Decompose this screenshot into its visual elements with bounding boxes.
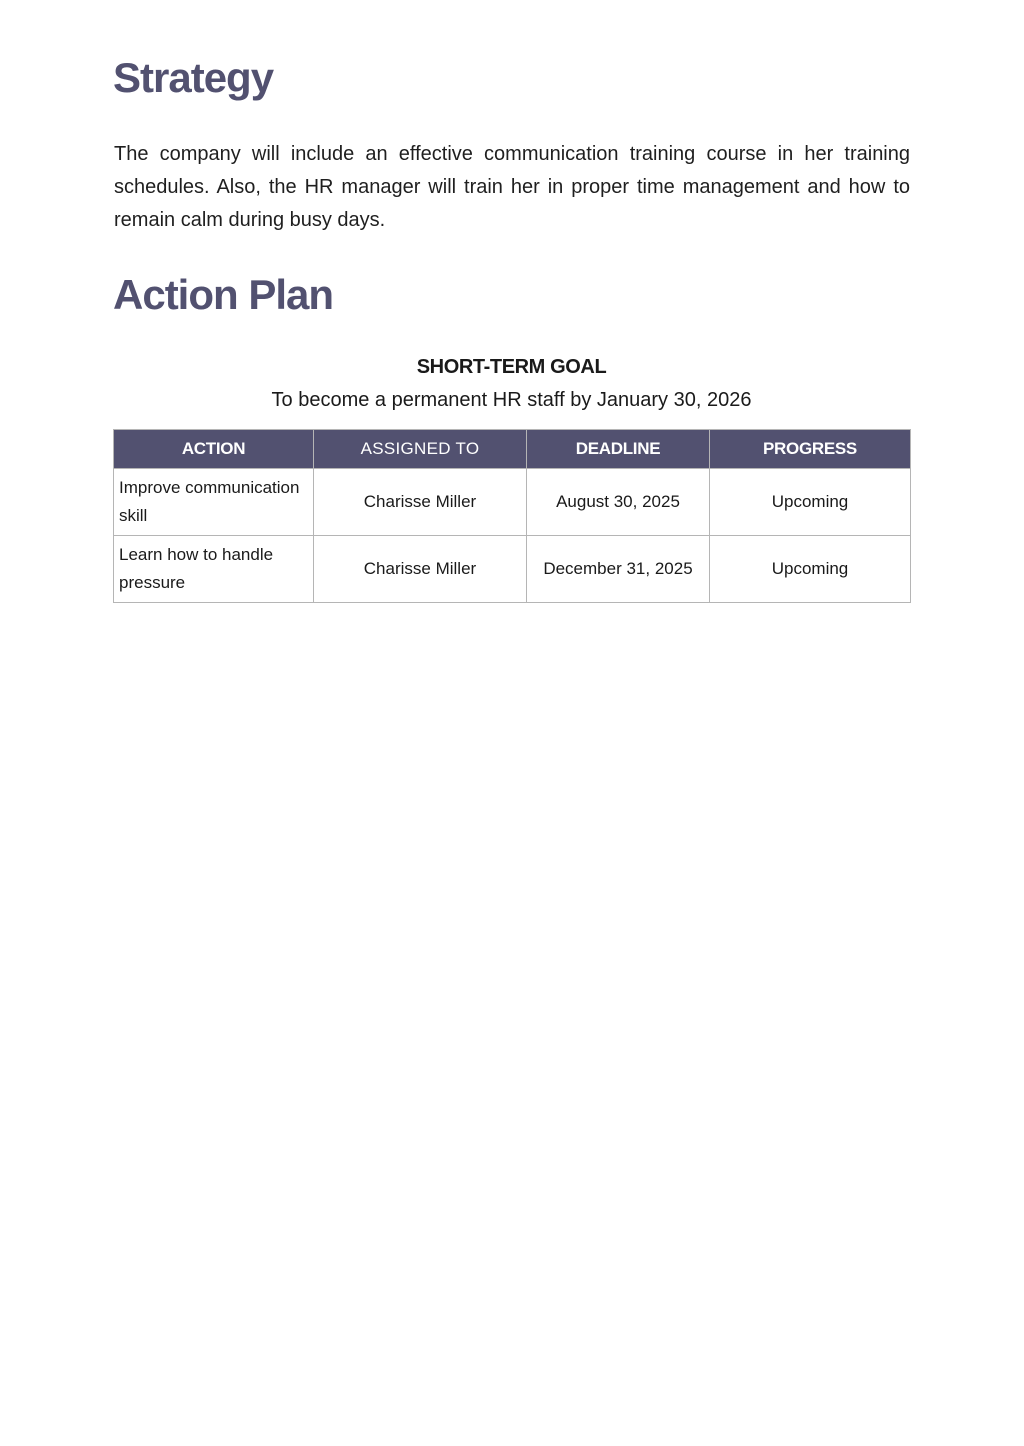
table-row bbox=[114, 536, 911, 603]
header-deadline: DEADLINE bbox=[527, 430, 710, 469]
cell-deadline: August 30, 2025 bbox=[527, 469, 710, 536]
action-plan-heading: Action Plan bbox=[113, 271, 334, 318]
goal-text: To become a permanent HR staff by January 30, 2026 bbox=[271, 389, 752, 411]
cell-assigned-to: Charisse Miller bbox=[314, 536, 527, 603]
header-assigned-to: ASSIGNED TO bbox=[314, 430, 527, 469]
cell-action: Learn how to handle pressure bbox=[114, 536, 314, 603]
table-row bbox=[114, 469, 911, 536]
cell-progress: Upcoming bbox=[710, 469, 911, 536]
cell-deadline: December 31, 2025 bbox=[527, 536, 710, 603]
goal-label: SHORT-TERM GOAL bbox=[416, 356, 607, 378]
header-progress: PROGRESS bbox=[710, 430, 911, 469]
strategy-heading: Strategy bbox=[113, 54, 274, 101]
cell-assigned-to: Charisse Miller bbox=[314, 469, 527, 536]
cell-action: Improve communication skill bbox=[114, 469, 314, 536]
cell-progress: Upcoming bbox=[710, 536, 911, 603]
strategy-paragraph: The company will include an effective communication training course in her training schedules. Also, the HR manager will train her in proper time management and how to remain calm during busy days. bbox=[114, 143, 910, 231]
header-action: ACTION bbox=[114, 430, 314, 469]
action-plan-table bbox=[113, 429, 911, 603]
table-header-row bbox=[114, 430, 911, 469]
